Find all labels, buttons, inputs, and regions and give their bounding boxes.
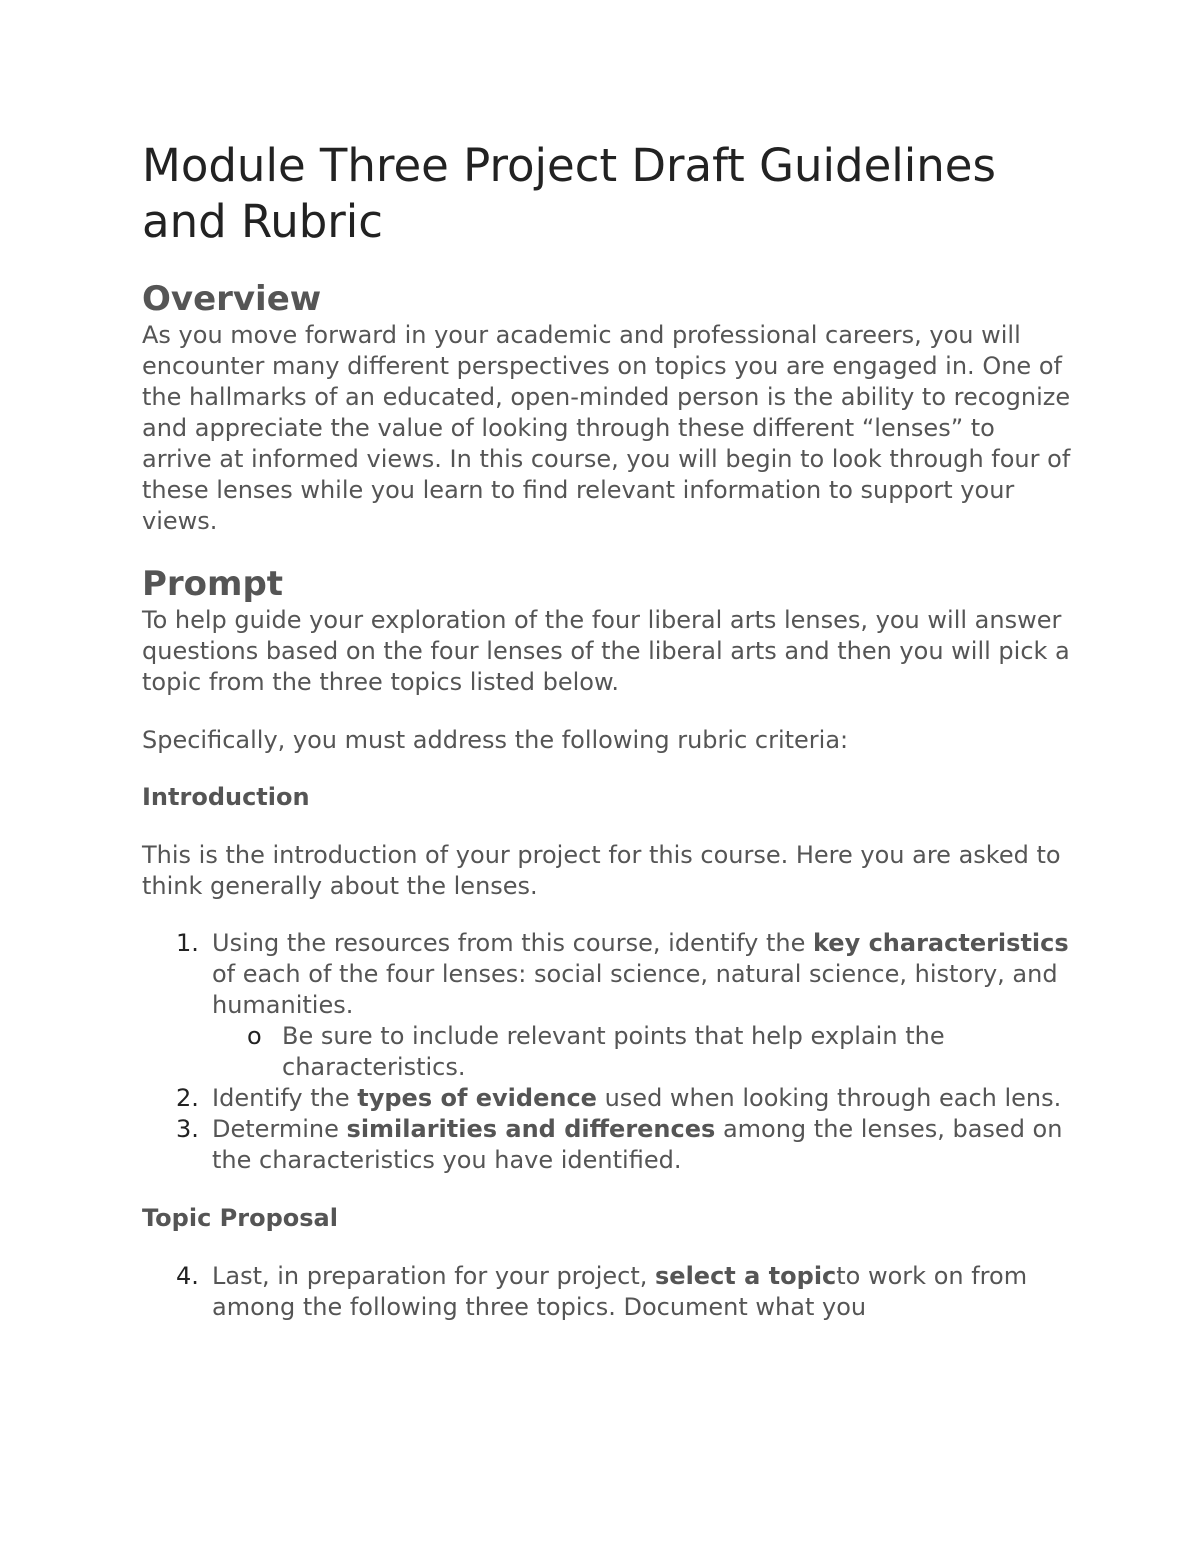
overview-heading: Overview	[142, 279, 322, 319]
topic-proposal-list	[142, 1261, 1072, 1323]
prompt-heading: Prompt	[142, 564, 284, 604]
list-number: 2.	[176, 1084, 199, 1112]
list-item-text: to work on from among the following three topics. Document what you	[212, 1262, 1028, 1321]
list-item-text: used when looking through each lens.	[596, 1084, 1062, 1112]
list-item-text: Determine	[212, 1115, 347, 1143]
list-item-emphasis: select a topic	[655, 1262, 837, 1290]
specifically-paragraph: Specifically, you must address the following rubric criteria:	[142, 726, 849, 754]
introduction-paragraph: This is the introduction of your project for this course. Here you are asked to think generally about the lenses.	[142, 841, 1061, 900]
overview-paragraph: As you move forward in your academic and professional careers, you will encounter many different perspectives on topics you are engaged in. One of the hallmarks of an educated, open-minded person is the ability to recognize and appreciate the value of looking through these different “lenses” to arrive at informed views. In this course, you will begin to look through four of these lenses while you learn to find relevant information to support your views.	[142, 321, 1071, 535]
list-item-emphasis: types of evidence	[357, 1084, 597, 1112]
list-item-emphasis: similarities and differences	[346, 1115, 716, 1143]
introduction-heading: Introduction	[142, 783, 310, 811]
list-item	[142, 1083, 1072, 1114]
sub-list-item-text: Be sure to include relevant points that help explain the characteristics.	[282, 1022, 945, 1081]
list-item	[142, 928, 1072, 1083]
list-item-text: Last, in preparation for your project,	[212, 1262, 655, 1290]
list-item-text: Identify the	[212, 1084, 358, 1112]
document-page	[142, 138, 1072, 1323]
list-number: 1.	[176, 929, 199, 957]
list-item	[142, 1261, 1072, 1323]
list-item-text: Using the resources from this course, identify the	[212, 929, 813, 957]
list-item-text: among the lenses, based on the characteristics you have identified.	[212, 1115, 1063, 1174]
list-item-emphasis: key characteristics	[812, 929, 1069, 957]
list-number: 3.	[176, 1115, 199, 1143]
topic-proposal-heading: Topic Proposal	[142, 1204, 338, 1232]
prompt-paragraph: To help guide your exploration of the four liberal arts lenses, you will answer questions based on the four lenses of the liberal arts and then you will pick a topic from the three topics listed below.	[142, 606, 1070, 696]
sub-bullet-marker: o	[247, 1022, 262, 1050]
page-title: Module Three Project Draft Guidelines and Rubric	[142, 139, 996, 248]
sub-list-item	[212, 1021, 1072, 1083]
list-number: 4.	[176, 1262, 199, 1290]
list-item-text: of each of the four lenses: social science, natural science, history, and humanities.	[212, 960, 1058, 1019]
list-item	[142, 1114, 1072, 1176]
introduction-criteria-list	[142, 928, 1072, 1176]
